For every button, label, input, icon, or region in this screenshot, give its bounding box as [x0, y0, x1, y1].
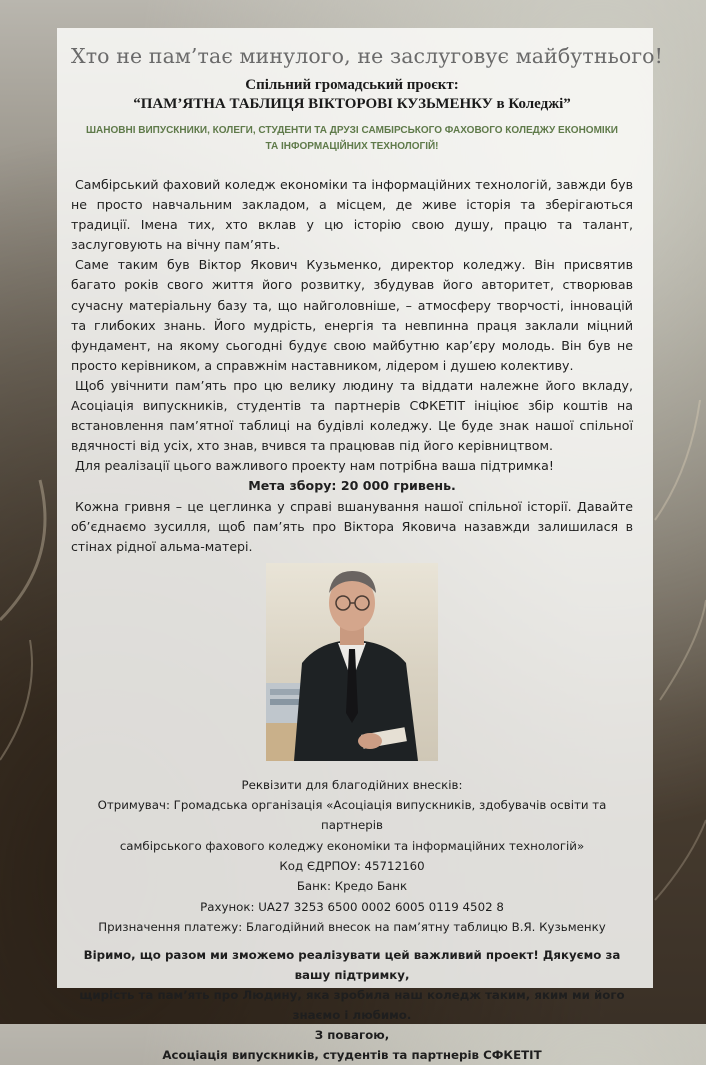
paragraph-initiative: Щоб увічнити пам’ять про цю велику людину та віддати належне його вкладу, Асоціація випускників, студентів та партнерів СФКЕТІТ ініціює збір коштів на встановлення пам’ятної таблиці на будівлі коледжу. Це буде знак нашої спільної вдячності від усіх, хто знав, вчився та працював під його керівництвом. — [71, 377, 633, 454]
paragraph-intro: Самбірський фаховий коледж економіки та інформаційних технологій, завжди був не просто навчальним закладом, а місцем, де живе історія та зберігаються традиції. Імена тих, хто вклав у цю історію свою душу, працю та талант, заслуговують на вічну пам’ять. — [71, 177, 633, 253]
paragraph-call: Кожна гривня – це цеглинка у справі вшанування нашої спільної історії. Давайте об’єднаємо зусилля, щоб пам’ять про Віктора Яковича назавжди залишилася в стінах рідної альма-матері. — [71, 498, 633, 554]
donation-details — [71, 775, 633, 937]
recipient-line-2: самбірського фахового коледжу економіки та інформаційних технологій» — [119, 838, 585, 853]
motto-heading: Хто не пам’тає минулого, не заслуговує майбутнього! — [71, 44, 663, 68]
announcement-card — [57, 28, 663, 1063]
announcement-body — [71, 175, 633, 557]
closing-regards: З повагою, — [314, 1028, 390, 1043]
edrpou-code: Код ЄДРПОУ: 45712160 — [279, 858, 425, 873]
director-portrait-photo — [266, 563, 438, 761]
project-title: “ПАМ’ЯТНА ТАБЛИЦЯ ВІКТОРОВІ КУЗЬМЕНКУ в Коледжі” — [133, 96, 571, 112]
closing-signature: Асоціація випускників, студентів та партнерів СФКЕТІТ — [162, 1048, 542, 1063]
greeting: ШАНОВНІ ВИПУСКНИКИ, КОЛЕГИ, СТУДЕНТИ ТА ДРУЗІ САМБІРСЬКОГО ФАХОВОГО КОЛЕДЖУ ЕКОНОМІКИ ТА ІНФОРМАЦІЙНИХ ТЕХНОЛОГІЙ! — [86, 125, 618, 152]
details-heading: Реквізити для благодійних внесків: — [241, 777, 463, 792]
closing-line-1: Віримо, що разом ми зможемо реалізувати цей важливий проект! Дякуємо за вашу підтримку, — [83, 948, 621, 983]
fundraising-goal: Мета збору: 20 000 гривень. — [248, 478, 456, 494]
closing-line-2: щирість та пам’ять про Людину, яка зробила наш коледж таким, яким ми його знаємо і любимо. — [79, 988, 625, 1023]
payment-purpose: Призначення платежу: Благодійний внесок на пам’ятну таблицю В.Я. Кузьменку — [98, 919, 606, 934]
account-number: Рахунок: UA27 3253 6500 0002 6005 0119 4502 8 — [200, 899, 504, 914]
project-label: Спільний громадський проєкт: — [245, 77, 459, 93]
closing-message — [71, 945, 633, 1065]
recipient-line-1: Отримувач: Громадська організація «Асоціація випускників, здобувачів освіти та партнерів — [97, 798, 607, 833]
paragraph-support: Для реалізації цього важливого проекту нам потрібна ваша підтримка! — [75, 458, 554, 474]
bank-name: Банк: Кредо Банк — [296, 879, 408, 894]
paragraph-director: Саме таким був Віктор Якович Кузьменко, директор коледжу. Він присвятив багато років свого життя його розвитку, збудував його авторитет, створював сучасну матеріальну базу та, що найголовніше, – атмосферу творчості, інновацій та глибоких знань. Його мудрість, енергія та невпинна праця заклали міцний фундамент, на якому сьогодні будує свою майбутню кар’єру молодь. Він був не просто керівником, а справжнім наставником, лідером і душею колективу. — [71, 257, 633, 373]
